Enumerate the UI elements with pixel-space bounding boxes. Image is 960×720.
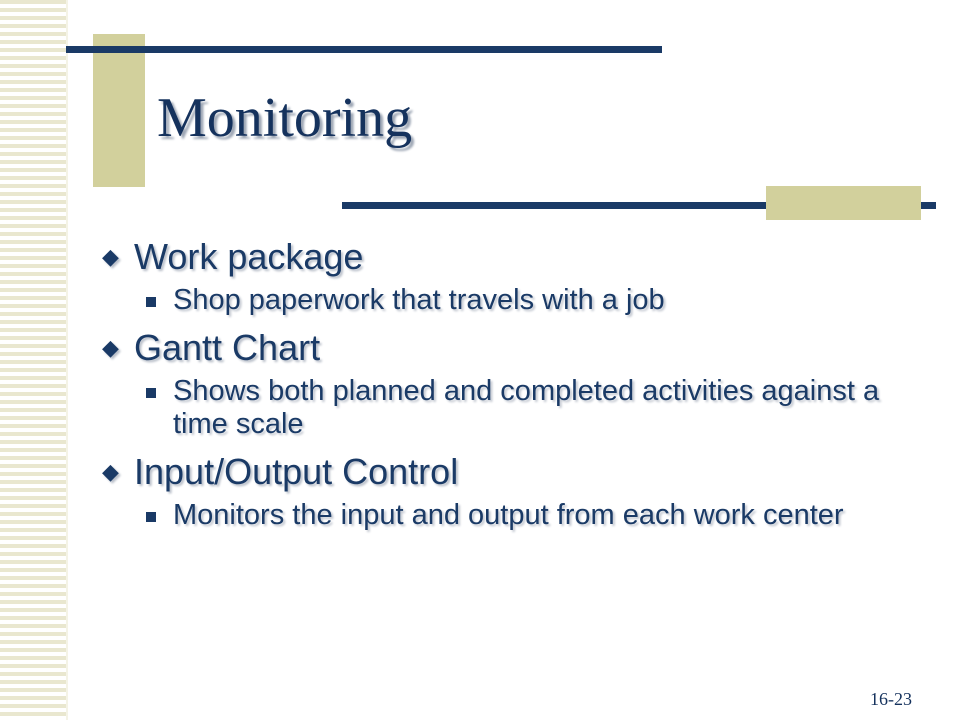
sub-bullet-text: Monitors the input and output from each work center bbox=[173, 499, 844, 531]
title-accent-block bbox=[93, 34, 145, 187]
sub-bullet-text: Shows both planned and completed activities against a time scale bbox=[173, 375, 880, 440]
sub-bullet-text: Shop paperwork that travels with a job bbox=[173, 284, 665, 316]
bullet-level-2 bbox=[100, 375, 920, 441]
square-bullet-icon bbox=[146, 388, 156, 398]
bullet-level-1 bbox=[100, 234, 920, 280]
bullet-text: Gantt Chart bbox=[134, 327, 321, 368]
diamond-bullet-icon: ◆ bbox=[102, 244, 119, 269]
sub-list bbox=[100, 375, 920, 441]
bullet-text: Work package bbox=[134, 236, 364, 277]
list-item bbox=[100, 234, 920, 317]
list-item bbox=[100, 449, 920, 532]
square-bullet-icon bbox=[146, 512, 156, 522]
bullet-level-1 bbox=[100, 449, 920, 495]
bullet-level-2 bbox=[100, 499, 920, 532]
bullet-list bbox=[100, 234, 920, 540]
page-number: 16-23 bbox=[870, 689, 912, 709]
bullet-level-1 bbox=[100, 325, 920, 371]
list-item bbox=[100, 325, 920, 441]
right-accent-block bbox=[766, 186, 921, 220]
striped-margin bbox=[0, 0, 68, 720]
square-bullet-icon bbox=[146, 297, 156, 307]
top-rule bbox=[66, 46, 662, 53]
diamond-bullet-icon: ◆ bbox=[102, 459, 119, 484]
sub-list bbox=[100, 284, 920, 317]
diamond-bullet-icon: ◆ bbox=[102, 335, 119, 360]
slide-title: Monitoring bbox=[157, 87, 413, 149]
sub-list bbox=[100, 499, 920, 532]
bullet-text: Input/Output Control bbox=[134, 451, 459, 492]
bullet-level-2 bbox=[100, 284, 920, 317]
